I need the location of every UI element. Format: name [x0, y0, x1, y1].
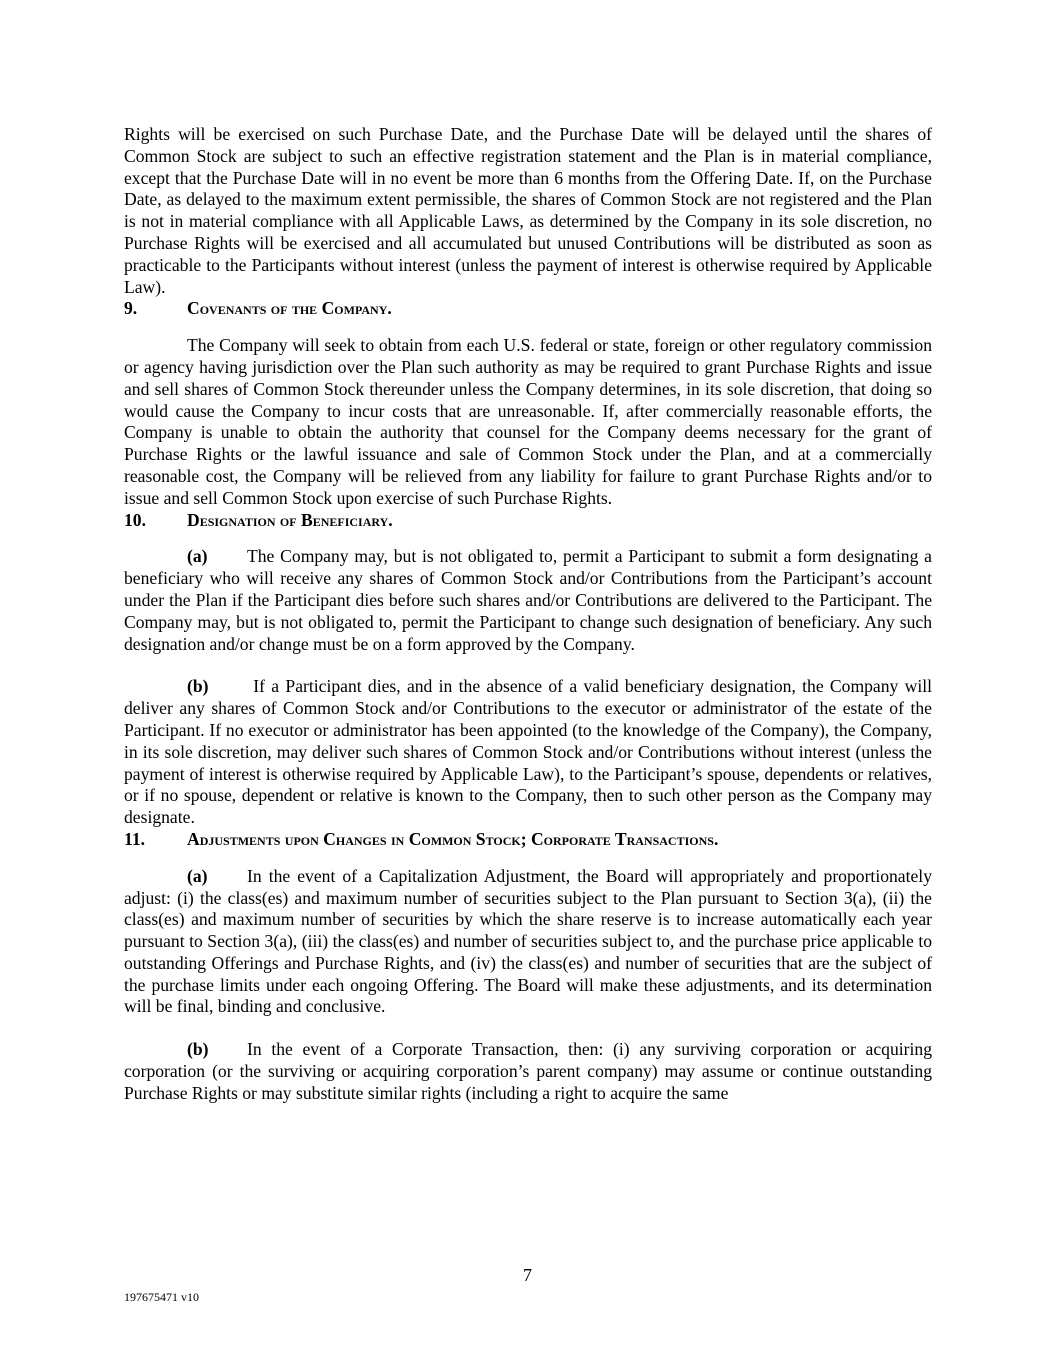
section-11-number: 11.: [124, 828, 146, 849]
document-id: 197675471 v10: [124, 1290, 199, 1304]
section-10a-label: (a): [187, 546, 208, 567]
section-11b-text: In the event of a Corporate Transaction, then: (i) any surviving corporation or acquiring corporation (or the surviving or acquiring corporation’s parent company) may assume or continue outstanding Purchase Rights or may substitute similar rights (including a right to acquire the same: [124, 1039, 932, 1103]
section-10b-text: If a Participant dies, and in the absence of a valid beneficiary designation, the Company will deliver any shares of Common Stock and/or Contributions to the executor or administrator of the estate of the Participant. If no executor or administrator has been appointed (to the knowledge of the Company), the Company, in its sole discretion, may deliver such shares of Common Stock and/or Contributions without interest (unless the payment of interest is otherwise required by Applicable Law), to the Participant’s spouse, dependents or relatives, or if no spouse, dependent or relative is known to the Company, then to such other person as the Company may designate.: [124, 676, 932, 828]
section-9-paragraph: The Company will seek to obtain from each U.S. federal or state, foreign or other regulatory commission or agency having jurisdiction over the Plan such authority as may be required to grant Purchase Rights and issue and sell shares of Common Stock thereunder unless the Company determines, in its sole discretion, that doing so would cause the Company to incur costs that are unreasonable. If, after commercially reasonable efforts, the Company is unable to obtain the authority that counsel for the Company deems necessary for the grant of Purchase Rights or the lawful issuance and sale of Common Stock under the Plan, and at a commercially reasonable cost, the Company will be relieved from any liability for failure to grant Purchase Rights and/or to issue and sell Common Stock upon exercise of such Purchase Rights.: [124, 335, 932, 508]
section-10-title: Designation of Beneficiary.: [187, 509, 393, 530]
section-10b-label: (b): [187, 676, 209, 697]
intro-paragraph: Rights will be exercised on such Purchase Date, and the Purchase Date will be delayed until the shares of Common Stock are subject to such an effective registration statement and the Plan is in material compliance, except that the Purchase Date will in no event be more than 6 months from the Offering Date. If, on the Purchase Date, as delayed to the maximum extent permissible, the shares of Common Stock are not registered and the Plan is not in material compliance with all Applicable Laws, as determined by the Company in its sole discretion, no Purchase Rights will be exercised and all accumulated but unused Contributions will be distributed as soon as practicable to the Participants without interest (unless the payment of interest is otherwise required by Applicable Law).: [124, 124, 932, 297]
section-11a-label: (a): [187, 865, 208, 886]
section-10-number: 10.: [124, 509, 146, 530]
section-11a-text: In the event of a Capitalization Adjustment, the Board will appropriately and proportionately adjust: (i) the class(es) and maximum number of securities subject to the Plan pursuant to Section 3(a), (ii) the class(es) and maximum number of securities by which the share reserve is to increase automatically each year pursuant to Section 3(a), (iii) the class(es) and number of securities subject to, and the purchase price applicable to outstanding Offerings and Purchase Rights, and (iv) the class(es) and number of securities that are the subject of the purchase limits under each ongoing Offering. The Board will make these adjustments, and its determination will be final, binding and conclusive.: [124, 865, 932, 1017]
section-9-title: Covenants of the Company.: [187, 298, 392, 319]
section-10b-paragraph: [124, 676, 932, 829]
section-10a-text: The Company may, but is not obligated to, permit a Participant to submit a form designating a beneficiary who will receive any shares of Common Stock and/or Contributions from the Participant’s account under the Plan if the Participant dies before such shares and/or Contributions are delivered to the Participant. The Company may, but is not obligated to, permit the Participant to change such designation of beneficiary. Any such designation and/or change must be on a form approved by the Company.: [124, 546, 932, 654]
section-10-heading: [124, 510, 932, 532]
section-11b-label: (b): [187, 1039, 209, 1060]
section-9-heading: [124, 298, 932, 320]
section-9-number: 9.: [124, 298, 138, 319]
section-10a-paragraph: [124, 546, 932, 655]
page-number: 7: [523, 1265, 532, 1285]
section-11-heading: [124, 829, 932, 851]
section-11a-paragraph: [124, 866, 932, 1019]
section-11-title: Adjustments upon Changes in Common Stock; Corporate Transactions.: [187, 828, 719, 849]
section-11b-paragraph: [124, 1039, 932, 1104]
document-page: [124, 124, 932, 1105]
